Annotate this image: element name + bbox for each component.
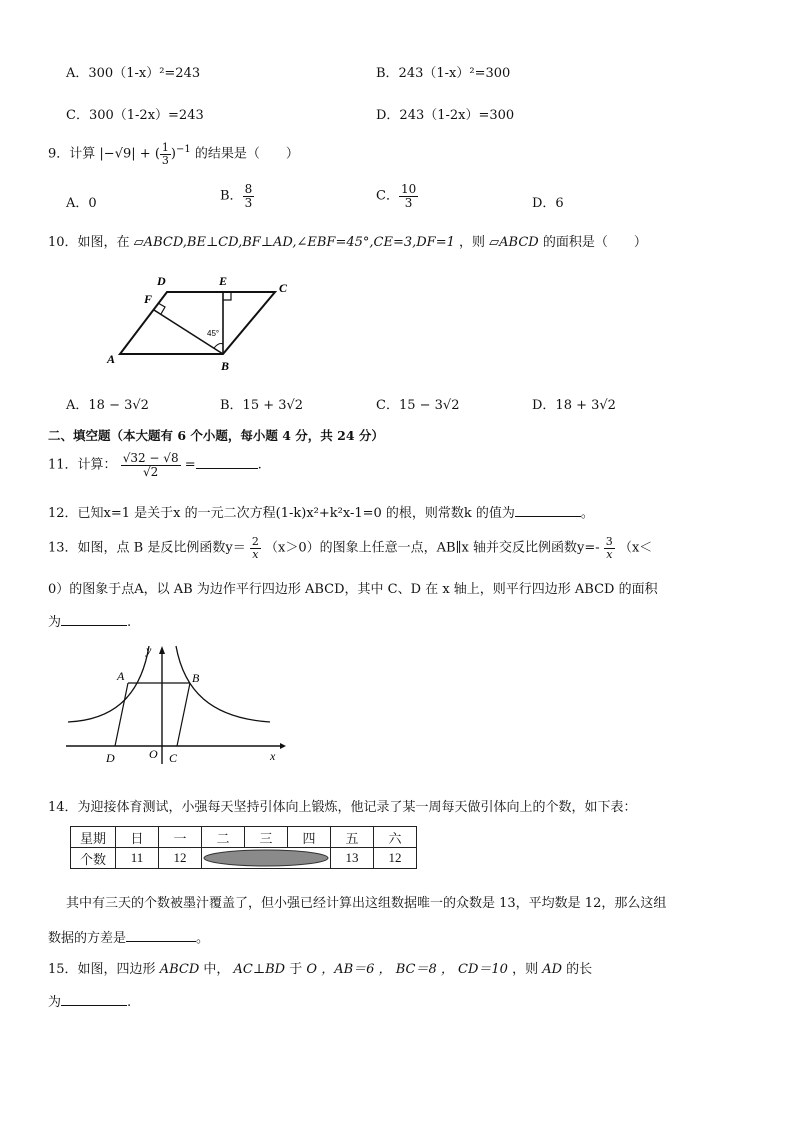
q9-stem: 9．计算 |−√9| + ( $\frac{1}{3}$ )$^{-1}$ 的结果是（ ）: [48, 141, 299, 167]
q9-prefix: 9．计算: [48, 146, 96, 162]
q13-figure: [60, 640, 290, 770]
q13-line1: 13．如图，点 B 是反比例函数y＝ $\frac{2}{x}$ （x＞0）的图象上任意一点，AB∥x 轴并交反比例函数y=- $\frac{3}{x}$ （x＜: [48, 535, 653, 561]
q13-label-d: D: [106, 751, 115, 765]
q9-option-c: C． $\frac{10}{3}$: [376, 182, 417, 210]
ink-blot-cell: [202, 848, 331, 869]
q10-label-e: E: [219, 274, 228, 288]
q10-label-a: A: [107, 352, 116, 366]
ink-blot: [202, 848, 330, 868]
q13-line2: 0）的图象于点A，以 AB 为边作平行四边形 ABCD，其中 C、D 在 x 轴上，则平行四边形 ABCD 的面积: [48, 582, 658, 597]
q11-answer-blank[interactable]: [196, 456, 258, 469]
q10-angle-label: 45°: [207, 329, 220, 338]
q8-option-b: B．243（1-x）²=300: [376, 66, 511, 81]
q8-option-d: D．243（1-2x）=300: [376, 108, 515, 123]
q9-plus: +: [139, 146, 151, 162]
q9-fraction: $\frac{1}{3}$: [161, 141, 169, 167]
q10-option-a: A．18 − 3√2: [66, 398, 149, 413]
q14-answer-blank[interactable]: [126, 929, 196, 942]
section-heading: 二、填空题（本大题有 6 个小题，每小题 4 分，共 24 分）: [48, 428, 384, 443]
q12-answer-blank[interactable]: [515, 504, 581, 517]
q9-exponent: −1: [175, 144, 191, 156]
q10-option-d: D．18 + 3√2: [532, 398, 616, 413]
q13-answer-blank[interactable]: [61, 613, 127, 626]
q14-value-row: 个数 11 12 13 12: [71, 848, 417, 869]
q9-option-b: B． $\frac{8}{3}$: [220, 182, 253, 210]
q8-option-c: C．300（1-2x）=243: [66, 108, 204, 123]
q13-label-y: y: [146, 643, 152, 657]
q12: 12．已知x=1 是关于x 的一元二次方程(1-k)x²+k²x-1=0 的根，则常数k 的值为 。: [48, 506, 594, 521]
q9-suffix: 的结果是（ ）: [194, 146, 299, 162]
q13-label-c: C: [169, 751, 178, 765]
q9-option-a: A．0: [66, 196, 97, 211]
q10-condition: ▱ABCD,BE⊥CD,BF⊥AD,∠EBF=45°,CE=3,DF=1: [133, 235, 455, 250]
q10-label-b: B: [221, 359, 230, 373]
q10-label-c: C: [279, 281, 288, 295]
q11-fraction: $\frac{√32 - √8}{√2}$: [122, 451, 179, 479]
q10-label-d: D: [157, 274, 166, 288]
q14-stem: 14．为迎接体育测试，小强每天坚持引体向上锻炼，他记录了某一周每天做引体向上的个数，如下表：: [48, 800, 637, 815]
q10-stem: 10．如图，在 ▱ABCD,BE⊥CD,BF⊥AD,∠EBF=45°,CE=3,DF=1 ，则 ▱ABCD 的面积是（ ）: [48, 235, 647, 250]
q9-abs: |−√9|: [99, 146, 136, 162]
q15-line1: 15．如图，四边形 ABCD 中， AC⊥BD 于 O ，AB＝6 ， BC＝8 ， CD＝10 ，则 AD 的长: [48, 962, 593, 977]
q11: 11．计算： $\frac{√32 - √8}{√2}$ = .: [48, 451, 262, 479]
q13-label-b: B: [192, 671, 200, 685]
q8-option-a: A．300（1-x）²=243: [66, 66, 201, 81]
q13-line3: 为 .: [48, 615, 132, 630]
q13-label-a: A: [117, 669, 125, 683]
q10-option-b: B．15 + 3√2: [220, 398, 304, 413]
q10-label-f: F: [144, 292, 153, 306]
q13-label-o: O: [149, 747, 158, 761]
q14-header-row: 星期 日 一 二 三 四 五 六: [71, 827, 417, 848]
q10-option-c: C．15 − 3√2: [376, 398, 460, 413]
q13-label-x: x: [270, 749, 276, 763]
q15-answer-blank[interactable]: [61, 993, 127, 1006]
q10-figure: [95, 270, 315, 380]
q14-table: [70, 826, 417, 869]
q14-para1: 其中有三天的个数被墨汁覆盖了，但小强已经计算出这组数据唯一的众数是 13，平均数是 12，那么这组: [66, 896, 667, 911]
q14-para2: 数据的方差是 。: [48, 931, 210, 946]
q15-line2: 为 .: [48, 995, 132, 1010]
q9-option-d: D．6: [532, 196, 564, 211]
